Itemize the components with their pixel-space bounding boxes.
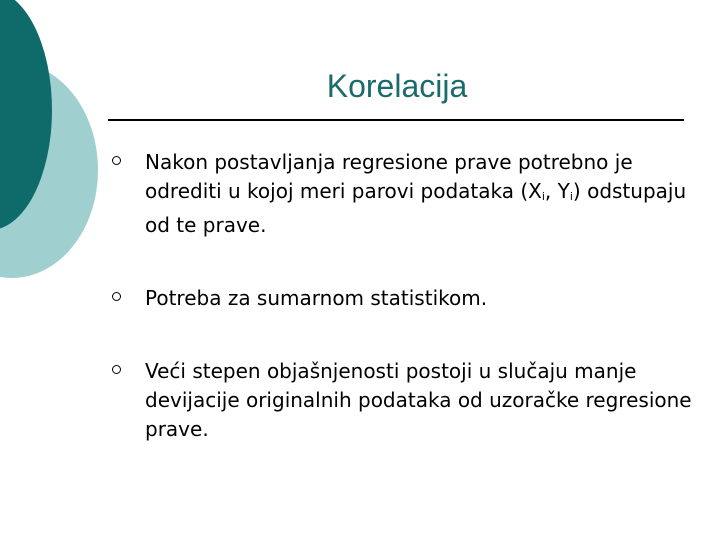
bullet-item-1 [112, 148, 692, 240]
bullet-text-2: Potreba za sumarnom statistikom. [145, 286, 488, 310]
bullet-item-3 [112, 357, 692, 444]
bullet-list [112, 148, 692, 444]
title-divider [108, 119, 684, 121]
slide-title: Korelacija [326, 68, 468, 104]
bullet-circle-icon [112, 292, 121, 301]
bullet-item-2 [112, 284, 692, 313]
bullet-circle-icon [112, 365, 121, 374]
bullet-circle-icon [112, 156, 121, 165]
bullet-text-3: Veći stepen objašnjenosti postoji u slučaju manje devijacije originalnih podataka od uzoračke regresione prave. [145, 359, 692, 441]
bullet-text-1: Nakon postavljanja regresione prave potrebno je odrediti u kojoj meri parovi podataka ($X_i$, $Y_i$) odstupaju od te prave. [145, 150, 687, 237]
